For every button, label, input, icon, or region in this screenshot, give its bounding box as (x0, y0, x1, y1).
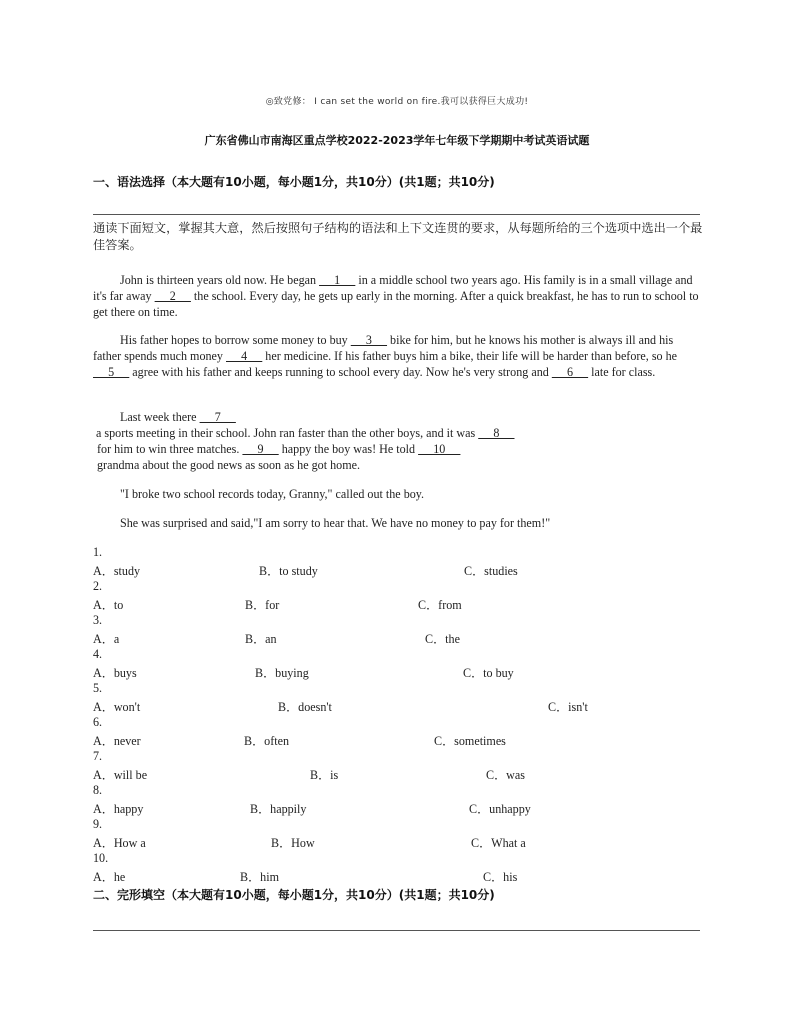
blank-1: 1 (319, 273, 356, 287)
option-a[interactable]: A．won't (93, 700, 141, 714)
passage-text: Last week there (120, 410, 200, 424)
passage-text: for him to win three matches. (97, 442, 243, 456)
question-number: 1. (93, 545, 103, 559)
question-number: 4. (93, 647, 103, 661)
section-2-heading: 二、完形填空（本大题有10小题，每小题1分，共10分）(共1题；共10分) (93, 888, 495, 902)
question-number: 8. (93, 783, 103, 797)
question-number: 2. (93, 579, 103, 593)
section-1-divider (93, 214, 700, 215)
question-number: 10. (93, 851, 109, 865)
option-b[interactable]: B．for (245, 598, 280, 612)
passage-paragraph-3-line-2 (96, 425, 706, 441)
option-c[interactable]: C．sometimes (434, 734, 506, 748)
option-b[interactable]: B．to study (259, 564, 318, 578)
question-number: 7. (93, 749, 103, 763)
question-number: 5. (93, 681, 103, 695)
option-a[interactable]: A．never (93, 734, 141, 748)
blank-2: 2 (154, 289, 191, 303)
section-1-heading: 一、语法选择（本大题有10小题，每小题1分，共10分）(共1题；共10分) (93, 175, 495, 189)
question-8 (93, 783, 703, 817)
option-c[interactable]: C．his (483, 870, 518, 884)
passage-paragraph-3-line-3 (97, 441, 707, 457)
option-a[interactable]: A．he (93, 870, 126, 884)
passage-paragraph-1 (93, 272, 703, 320)
question-number: 3. (93, 613, 103, 627)
passage-text: her medicine. If his father buys him a bike, their life will be harder than before, so he (262, 349, 678, 363)
question-4 (93, 647, 703, 681)
option-a[interactable]: A．buys (93, 666, 137, 680)
option-b[interactable]: B．an (245, 632, 277, 646)
blank-9: 9 (242, 442, 279, 456)
question-7 (93, 749, 703, 783)
passage-text: bike for him, but he knows his mother is always ill and his father spends much money (93, 333, 674, 363)
passage-text: late for class. (588, 365, 656, 379)
option-a[interactable]: A．a (93, 632, 120, 646)
passage-paragraph-3-line-1 (120, 409, 730, 425)
passage-paragraph-3-line-4 (97, 457, 707, 473)
option-b[interactable]: B．him (240, 870, 279, 884)
passage-text: His father hopes to borrow some money to buy (120, 333, 351, 347)
option-a[interactable]: A．to (93, 598, 124, 612)
option-b[interactable]: B．often (244, 734, 290, 748)
blank-10: 10 (418, 442, 461, 456)
motto-header: ◎致党修： I can set the world on fire.我可以获得巨大成功! (265, 97, 529, 107)
question-number: 6. (93, 715, 103, 729)
question-5 (93, 681, 703, 715)
question-number: 9. (93, 817, 103, 831)
option-a[interactable]: A．happy (93, 802, 144, 816)
option-c[interactable]: C．studies (464, 564, 518, 578)
option-b[interactable]: B．doesn't (278, 700, 332, 714)
option-c[interactable]: C．isn't (548, 700, 588, 714)
option-b[interactable]: B．buying (255, 666, 309, 680)
passage-text: a sports meeting in their school. John ran faster than the other boys, and it was (96, 426, 479, 440)
option-c[interactable]: C．unhappy (469, 802, 531, 816)
option-a[interactable]: A．How a (93, 836, 146, 850)
blank-3: 3 (350, 333, 388, 347)
question-3 (93, 613, 703, 647)
question-2 (93, 579, 703, 613)
passage-paragraph-2 (93, 332, 703, 380)
question-6 (93, 715, 703, 749)
passage-text: John is thirteen years old now. He began (120, 273, 320, 287)
blank-5: 5 (93, 365, 130, 379)
passage-text: the school. Every day, he gets up early in the morning. After a quick breakfast, he has to run to school to get there on time. (93, 289, 699, 319)
option-c[interactable]: C．was (486, 768, 525, 782)
option-b[interactable]: B．How (271, 836, 315, 850)
passage-text: grandma about the good news as soon as he got home. (97, 458, 360, 472)
passage-paragraph-5: She was surprised and said,"I am sorry to hear that. We have no money to pay for them!" (120, 516, 551, 530)
passage-paragraph-4: "I broke two school records today, Granny," called out the boy. (120, 487, 425, 501)
blank-4: 4 (226, 349, 263, 363)
blank-7: 7 (199, 410, 236, 424)
option-b[interactable]: B．is (310, 768, 339, 782)
page-title: 广东省佛山市南海区重点学校2022-2023学年七年级下学期期中考试英语试题 (204, 134, 590, 147)
option-a[interactable]: A．will be (93, 768, 148, 782)
passage-text: happy the boy was! He told (278, 442, 419, 456)
question-1 (93, 545, 703, 579)
option-c[interactable]: C．the (425, 632, 460, 646)
blank-6: 6 (551, 365, 589, 379)
option-b[interactable]: B．happily (250, 802, 307, 816)
option-a[interactable]: A．study (93, 564, 141, 578)
option-c[interactable]: C．What a (471, 836, 526, 850)
option-c[interactable]: C．to buy (463, 666, 514, 680)
section-2-divider (93, 930, 700, 931)
section-1-instruction: 通读下面短文，掌握其大意，然后按照句子结构的语法和上下文连贯的要求，从每题所给的三个选项中选出一个最佳答案。 (93, 221, 703, 252)
passage-text: agree with his father and keeps running to school every day. Now he's very strong and (129, 365, 552, 379)
passage-text: in a middle school two years ago. His family is in a small village and it's far away (93, 273, 693, 303)
question-10 (93, 851, 703, 885)
question-9 (93, 817, 703, 851)
blank-8: 8 (478, 426, 515, 440)
option-c[interactable]: C．from (418, 598, 462, 612)
